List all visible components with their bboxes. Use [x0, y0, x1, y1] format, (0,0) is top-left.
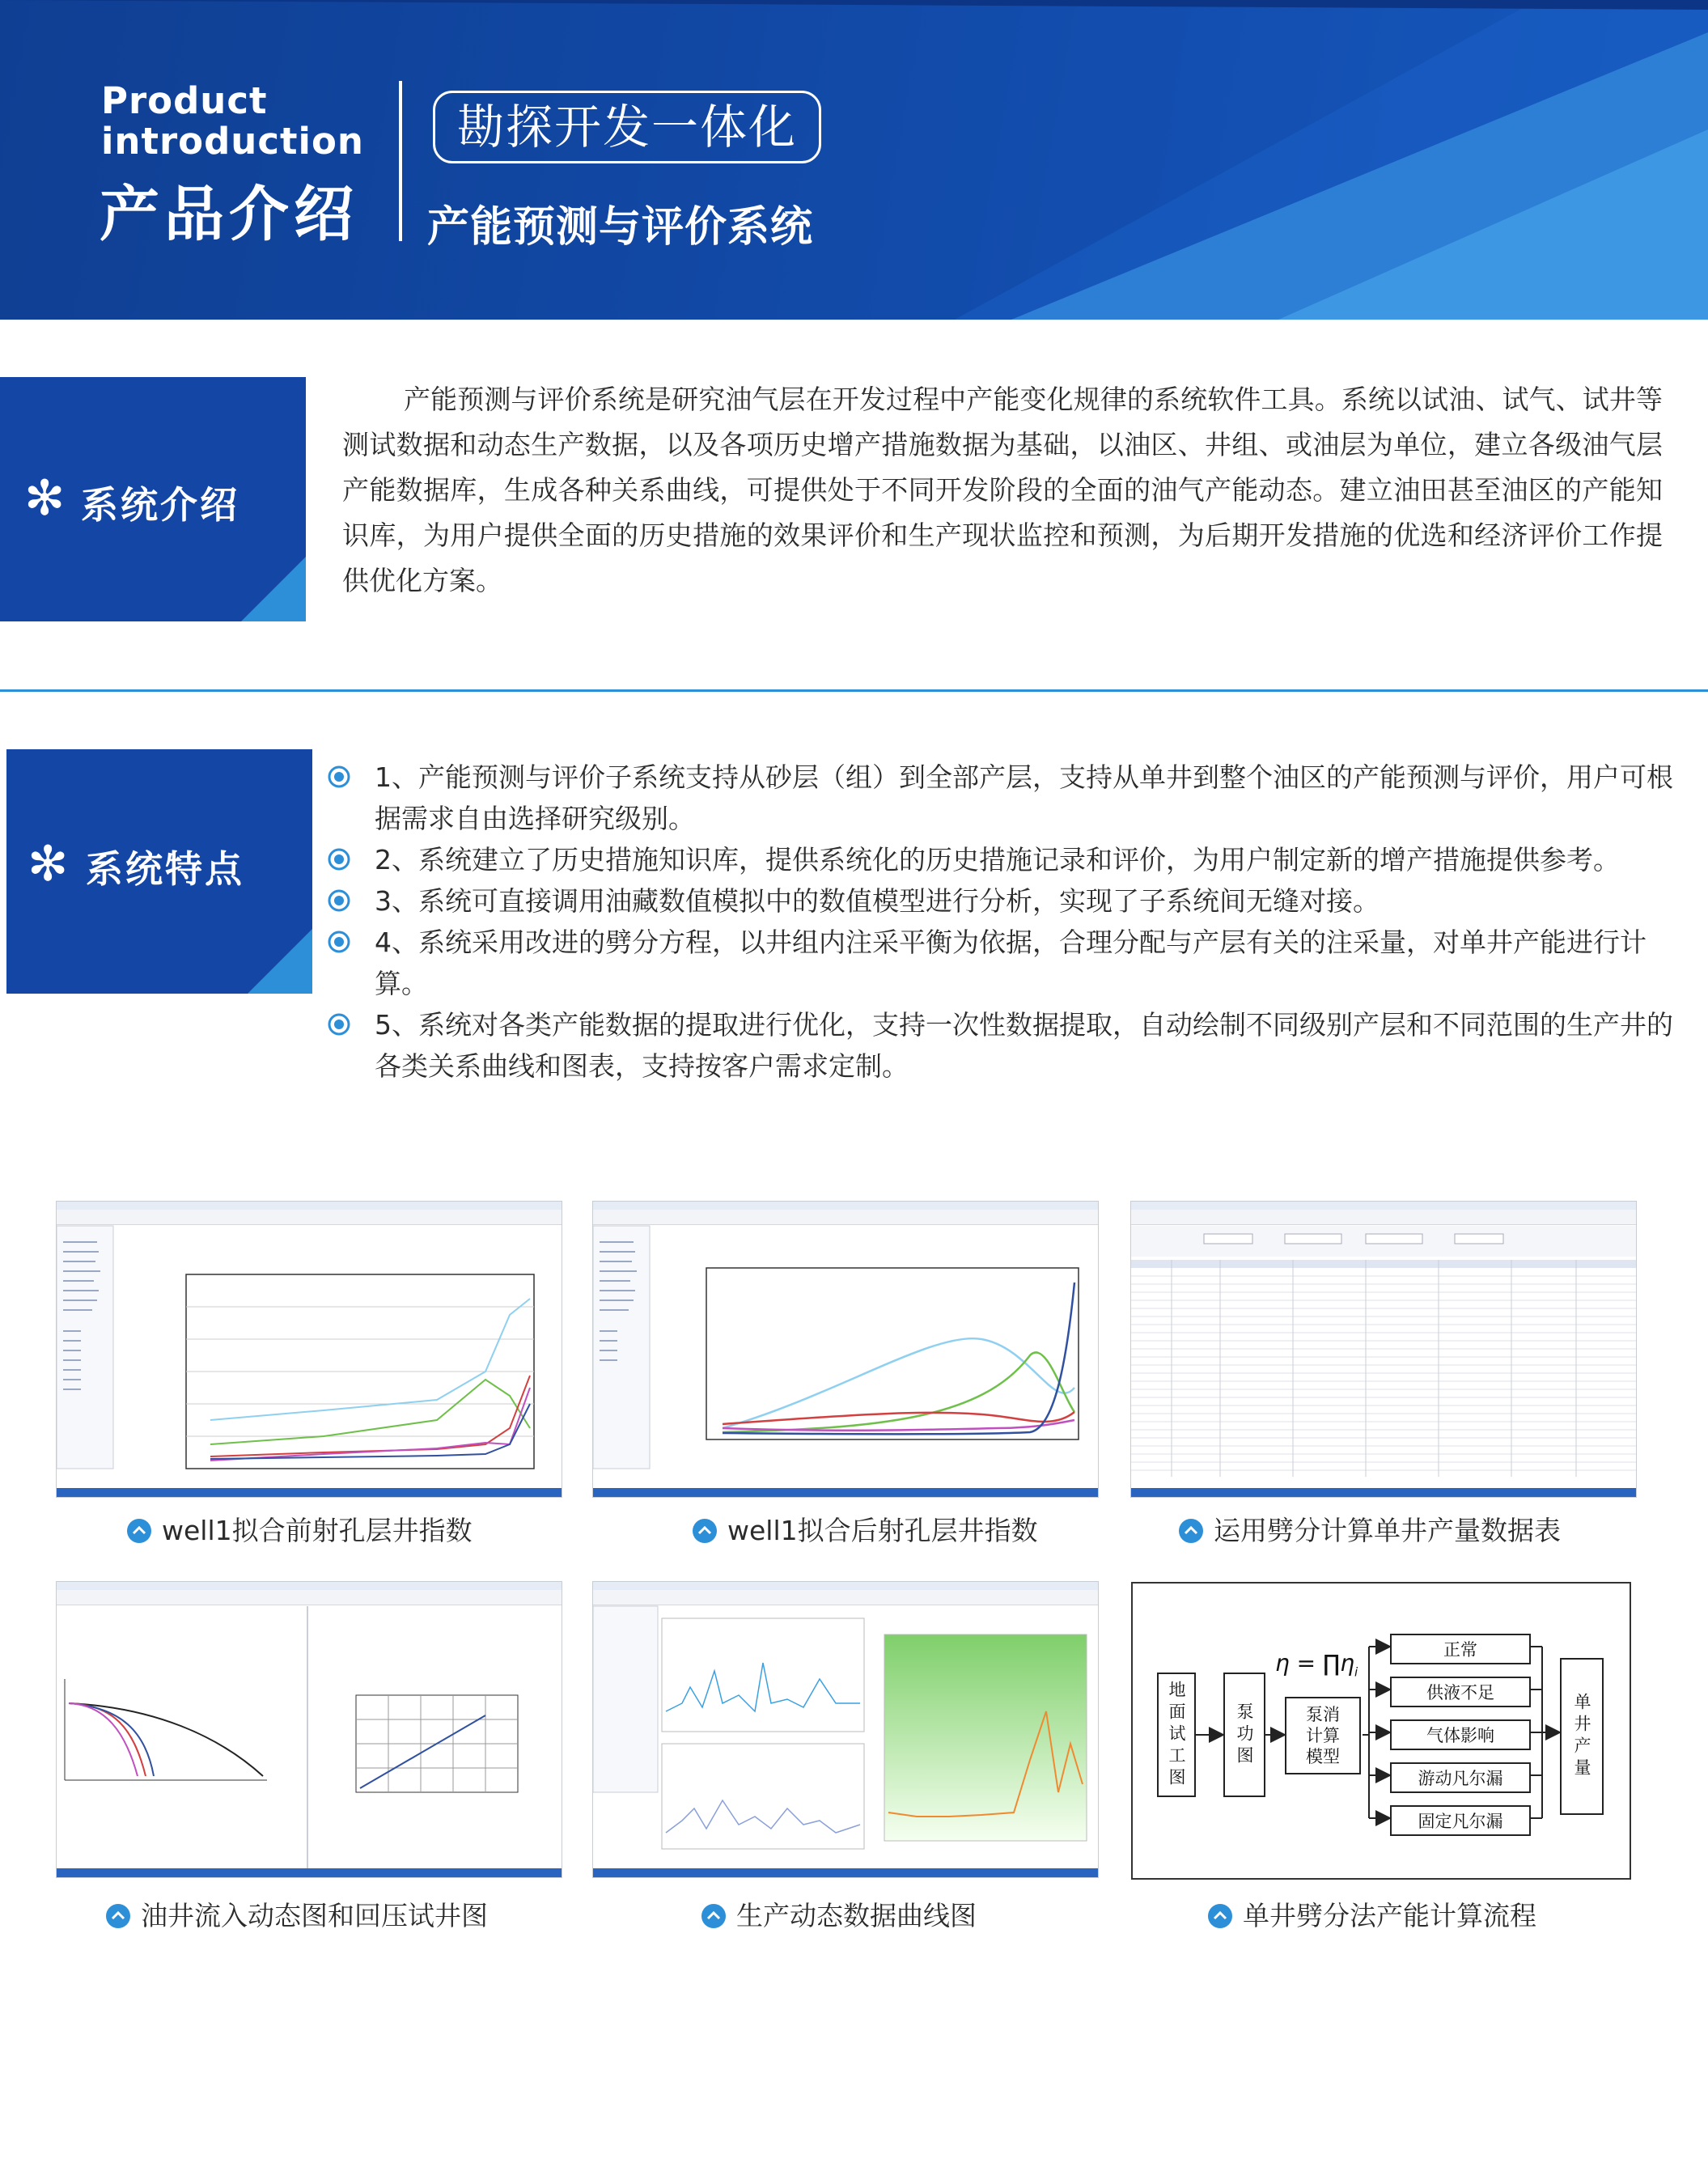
section-divider: [0, 689, 1708, 692]
chevron-up-circle-icon: [1207, 1903, 1233, 1929]
corner-accent: [248, 929, 312, 994]
features-label-box: [6, 749, 312, 994]
table-thumbnail: [1131, 1202, 1636, 1497]
app-statusbar: [1131, 1488, 1636, 1497]
target-bullet-icon: [328, 848, 350, 871]
chart-thumbnail: [593, 1202, 1098, 1497]
screenshot-well-index-after: [593, 1202, 1098, 1497]
chart-thumbnail: [57, 1202, 562, 1497]
screenshot-well-index-before: [57, 1202, 562, 1497]
app-statusbar: [57, 1488, 562, 1497]
flow-outcome-traveling-valve-leak: 游动凡尔漏: [1390, 1762, 1531, 1793]
corner-accent: [241, 557, 306, 621]
figure-caption: well1拟合前射孔层井指数: [126, 1515, 473, 1547]
chevron-up-circle-icon: [701, 1903, 727, 1929]
chart-thumbnail: [593, 1582, 1098, 1877]
asterisk-icon: ✻: [28, 836, 69, 892]
english-title: Product introduction: [101, 79, 364, 163]
intro-label: 系统介绍: [81, 483, 239, 527]
screenshot-ipr-and-backpressure: [57, 1582, 562, 1877]
chevron-up-circle-icon: [692, 1518, 718, 1544]
category-pill: 勘探开发一体化: [433, 91, 821, 163]
feature-item: 3、系统可直接调用油藏数值模拟中的数值模型进行分析，实现了子系统间无缝对接。: [328, 880, 1695, 922]
feature-item: 5、系统对各类产能数据的提取进行优化，支持一次性数据提取，自动绘制不同级别产层和不同范围的生产井的各类关系曲线和图表，支持按客户需求定制。: [328, 1004, 1695, 1087]
flow-input-ground: 地面试工图: [1157, 1673, 1196, 1797]
features-list: [328, 757, 1695, 1087]
chart-thumbnail: [57, 1582, 562, 1877]
figure-caption: 运用劈分计算单井产量数据表: [1178, 1515, 1561, 1547]
screenshot-production-table: [1131, 1202, 1636, 1497]
target-bullet-icon: [328, 931, 350, 953]
flow-outcome-normal: 正常: [1390, 1634, 1531, 1664]
flowchart-diagram: [1131, 1582, 1631, 1880]
chinese-title: 产品介绍: [100, 180, 358, 249]
figure-caption: 生产动态数据曲线图: [701, 1900, 977, 1932]
features-label: 系统特点: [86, 847, 244, 891]
figure-caption: 油井流入动态图和回压试井图: [105, 1900, 488, 1932]
feature-item: 2、系统建立了历史措施知识库，提供系统化的历史措施记录和评价，为用户制定新的增产措施提供参考。: [328, 839, 1695, 880]
app-statusbar: [593, 1488, 1098, 1497]
asterisk-icon: ✻: [24, 470, 66, 527]
flow-outcome-insufficient-supply: 供液不足: [1390, 1677, 1531, 1707]
flowchart-connectors: [1133, 1584, 1630, 1878]
flow-model: 泵消计算模型: [1285, 1697, 1361, 1774]
flow-outcome-gas-effect: 气体影响: [1390, 1719, 1531, 1750]
target-bullet-icon: [328, 765, 350, 788]
chevron-up-circle-icon: [126, 1518, 152, 1544]
flow-outcome-standing-valve-leak: 固定凡尔漏: [1390, 1805, 1531, 1836]
screenshot-production-curves: [593, 1582, 1098, 1877]
figure-caption: well1拟合后射孔层井指数: [692, 1515, 1038, 1547]
app-statusbar: [593, 1868, 1098, 1877]
intro-paragraph: 产能预测与评价系统是研究油气层在开发过程中产能变化规律的系统软件工具。系统以试油、试气、试井等测试数据和动态生产数据，以及各项历史增产措施数据为基础，以油区、井组、或油层为单位，建立各级油气层产能数据库，生成各种关系曲线，可提供处于不同开发阶段的全面的油气产能动态。建立油田甚至油区的产能知识库，为用户提供全面的历史措施的效果评价和生产现状监控和预测，为后期开发措施的优选和经济评价工作提供优化方案。: [342, 384, 1663, 596]
flow-formula: $\eta = \prod\eta_i$: [1275, 1650, 1358, 1680]
feature-item: 4、系统采用改进的劈分方程，以井组内注采平衡为依据，合理分配与产层有关的注采量，对单井产能进行计算。: [328, 922, 1695, 1004]
product-subtitle: 产能预测与评价系统: [427, 203, 814, 252]
intro-label-box: [0, 377, 306, 621]
flow-result: 单井产量: [1560, 1658, 1604, 1815]
chevron-up-circle-icon: [1178, 1518, 1204, 1544]
feature-item: 1、产能预测与评价子系统支持从砂层（组）到全部产层，支持从单井到整个油区的产能预测与评价，用户可根据需求自由选择研究级别。: [328, 757, 1695, 839]
chevron-up-circle-icon: [105, 1903, 131, 1929]
figure-caption: 单井劈分法产能计算流程: [1207, 1900, 1536, 1932]
flow-input-pump: 泵功图: [1223, 1673, 1265, 1797]
header-banner: [0, 0, 1708, 320]
app-statusbar: [57, 1868, 562, 1877]
header-divider: [399, 81, 402, 241]
target-bullet-icon: [328, 1013, 350, 1036]
target-bullet-icon: [328, 889, 350, 912]
